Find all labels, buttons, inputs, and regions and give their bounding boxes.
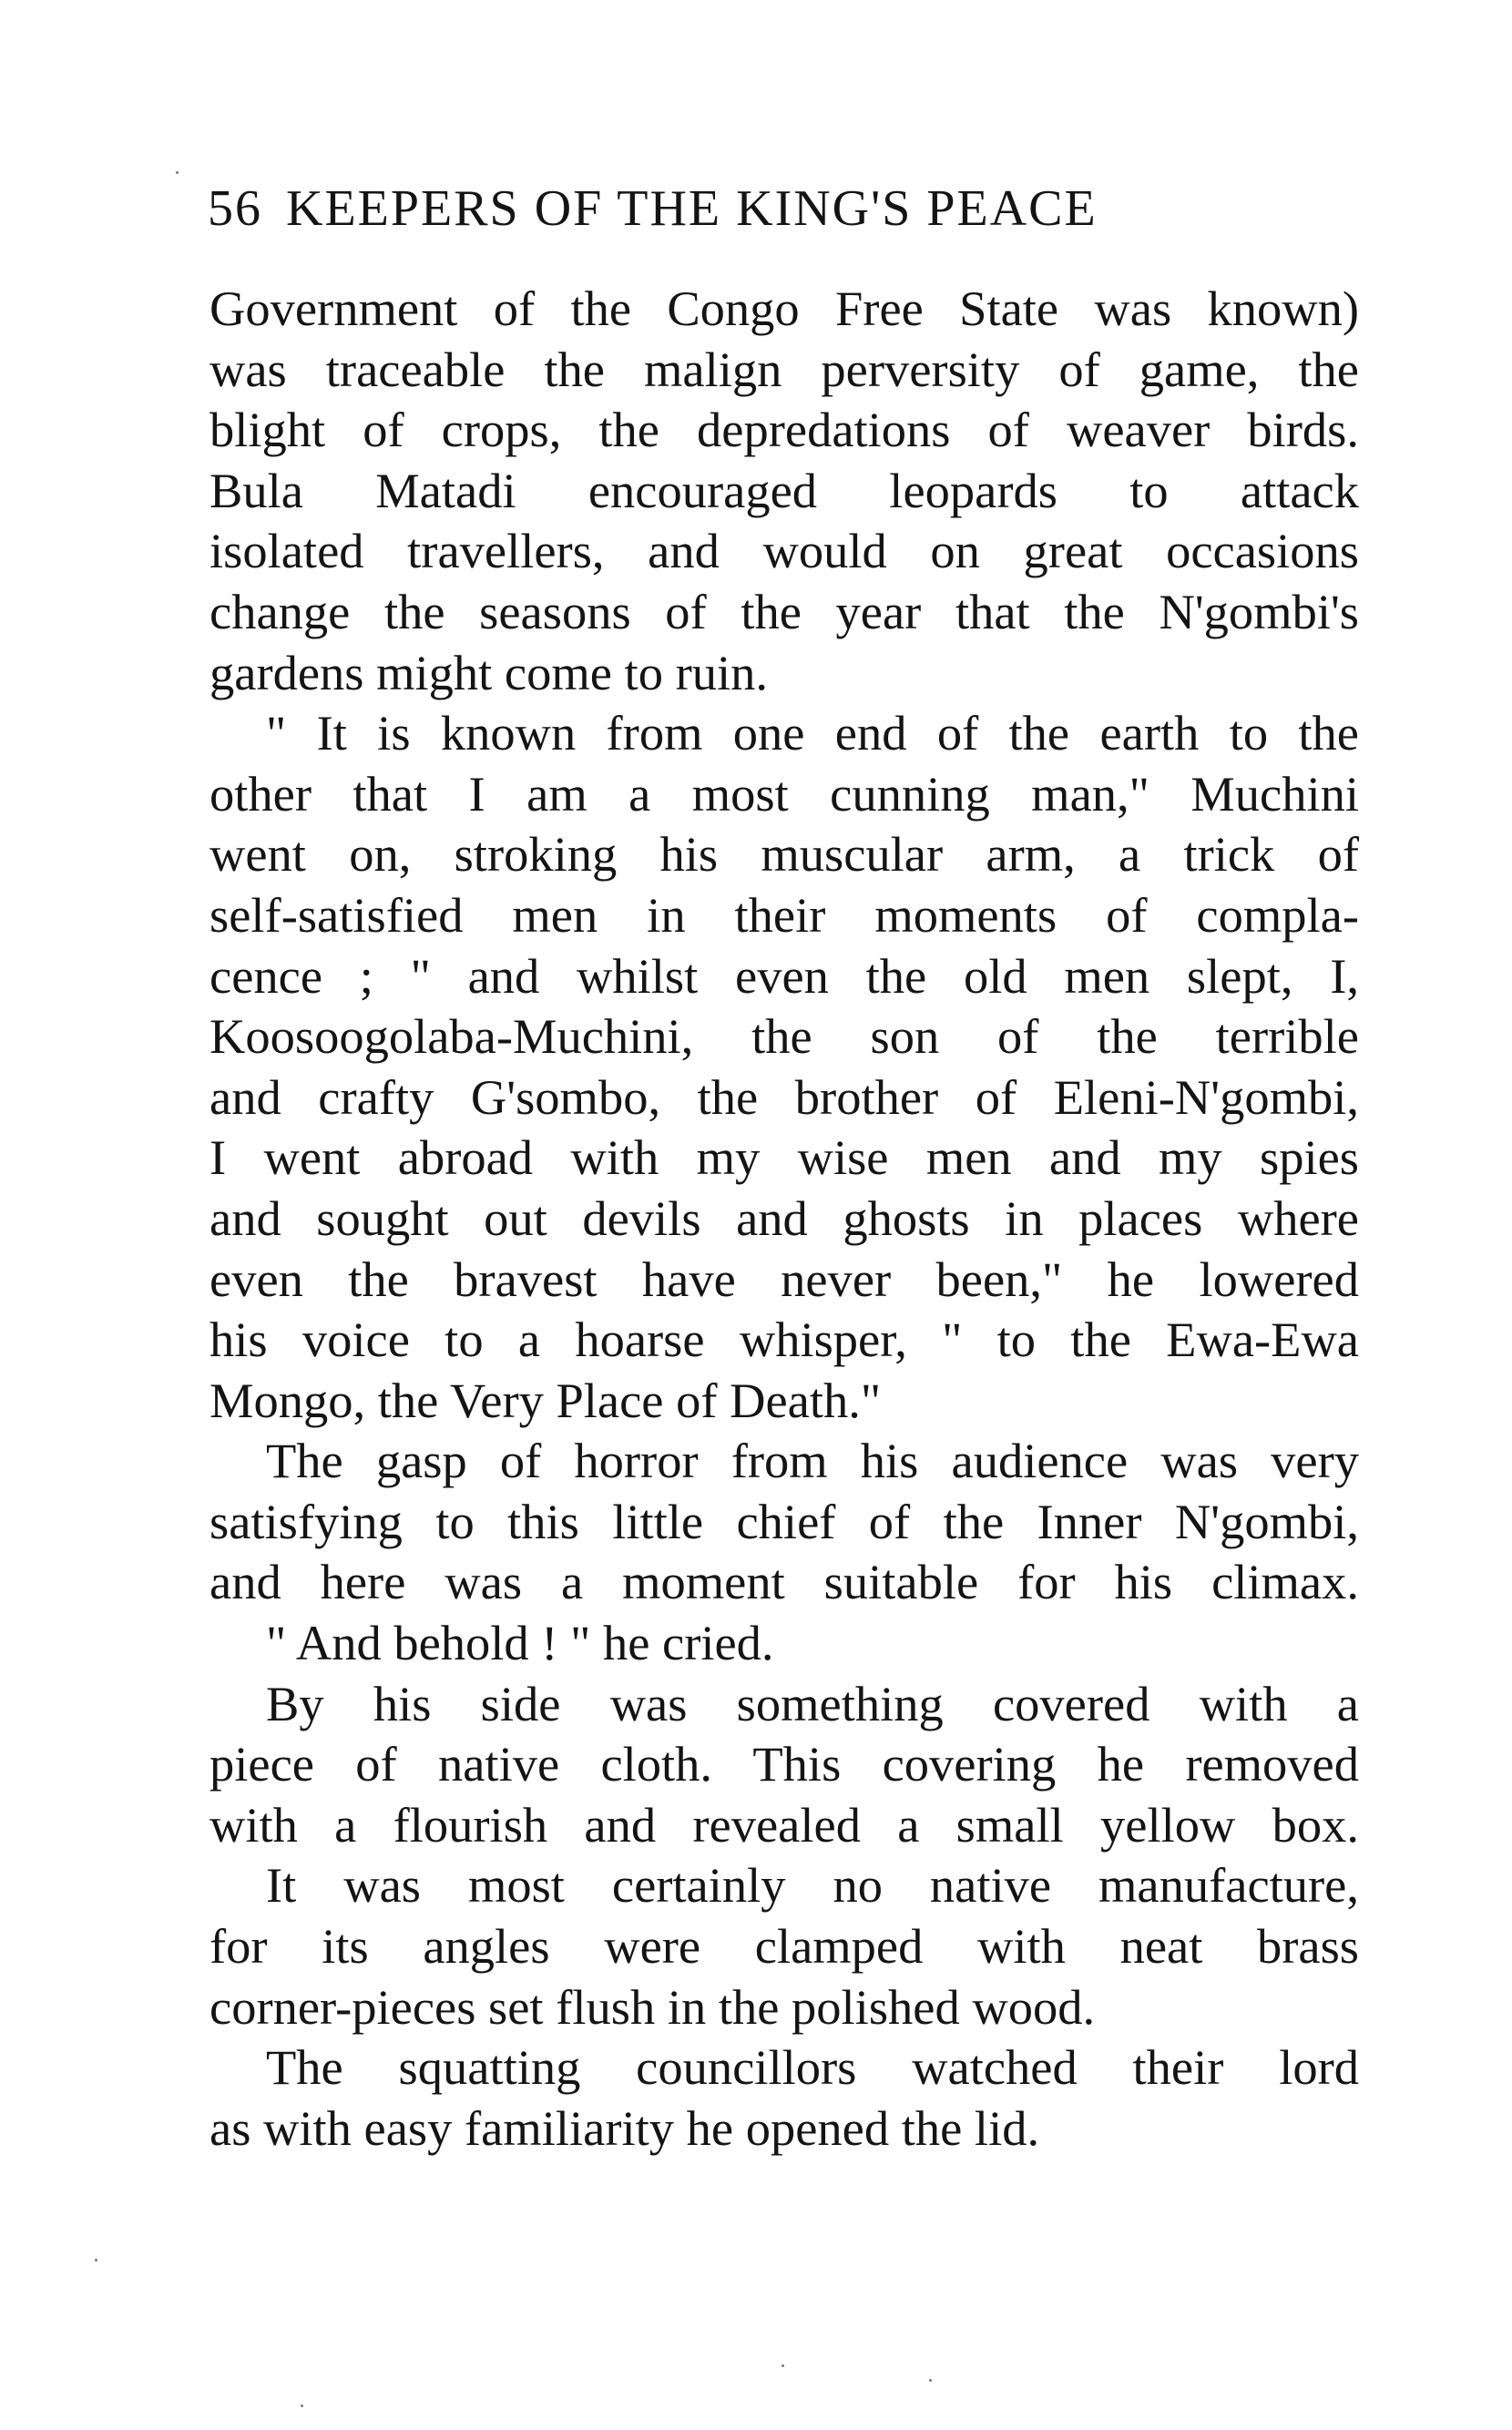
text-line: corner-pieces set flush in the polished wood. [209, 1978, 1096, 2035]
text-line: Government of the Congo Free State was known) [209, 281, 1359, 336]
text-line: The gasp of horror from his audience was very [266, 1433, 1359, 1489]
text-line: Bula Matadi encouraged leopards to attack [209, 462, 1359, 518]
scan-speck [176, 171, 179, 174]
text-line: even the bravest have never been," he lowered [209, 1251, 1359, 1307]
scan-speck [782, 2364, 784, 2367]
text-line: with a flourish and revealed a small yellow box. [209, 1796, 1359, 1853]
text-line: " And behold ! " he cried. [266, 1615, 774, 1671]
text-line: and here was a moment suitable for his climax. [209, 1554, 1359, 1610]
text-line: satisfying to this little chief of the Inner N'gombi, [209, 1493, 1359, 1549]
scan-speck [301, 2404, 303, 2407]
text-line: gardens might come to ruin. [209, 644, 768, 700]
text-line: as with easy familiarity he opened the lid. [209, 2099, 1040, 2156]
running-header [208, 175, 1355, 242]
text-line: piece of native cloth. This covering he removed [209, 1736, 1359, 1792]
text-line: change the seasons of the year that the N'gombi's [209, 583, 1359, 639]
text-line: his voice to a hoarse whisper, " to the Ewa-Ewa [209, 1312, 1359, 1368]
text-line: self-satisfied men in their moments of compla- [209, 886, 1359, 943]
text-line: The squatting councillors watched their lord [266, 2039, 1359, 2096]
scan-speck [929, 2379, 932, 2382]
text-line: went on, stroking his muscular arm, a trick of [209, 826, 1359, 883]
text-line: I went abroad with my wise men and my spies [209, 1129, 1359, 1186]
text-line: Mongo, the Very Place of Death." [209, 1372, 882, 1428]
text-line: cence ; " and whilst even the old men slept, I, [209, 947, 1359, 1004]
text-line: was traceable the malign perversity of game, the [209, 341, 1359, 397]
text-line: Koosoogolaba-Muchini, the son of the terrible [209, 1008, 1359, 1065]
text-line: " It is known from one end of the earth to the [266, 705, 1359, 761]
text-line: and crafty G'sombo, the brother of Eleni-N'gombi, [209, 1068, 1359, 1125]
text-line: and sought out devils and ghosts in places where [209, 1189, 1359, 1246]
page-number: 56 [208, 180, 262, 237]
running-title: KEEPERS OF THE KING'S PEACE [286, 180, 1098, 237]
text-line: isolated travellers, and would on great occasions [209, 523, 1359, 579]
scan-speck [95, 2259, 97, 2262]
text-line: other that I am a most cunning man," Muchini [209, 765, 1359, 822]
text-line: It was most certainly no native manufacture, [266, 1857, 1359, 1914]
text-line: for its angles were clamped with neat brass [209, 1918, 1359, 1975]
text-line: blight of crops, the depredations of weaver birds. [209, 402, 1359, 458]
text-line: By his side was something covered with a [266, 1675, 1359, 1731]
body-text [209, 279, 1359, 2159]
